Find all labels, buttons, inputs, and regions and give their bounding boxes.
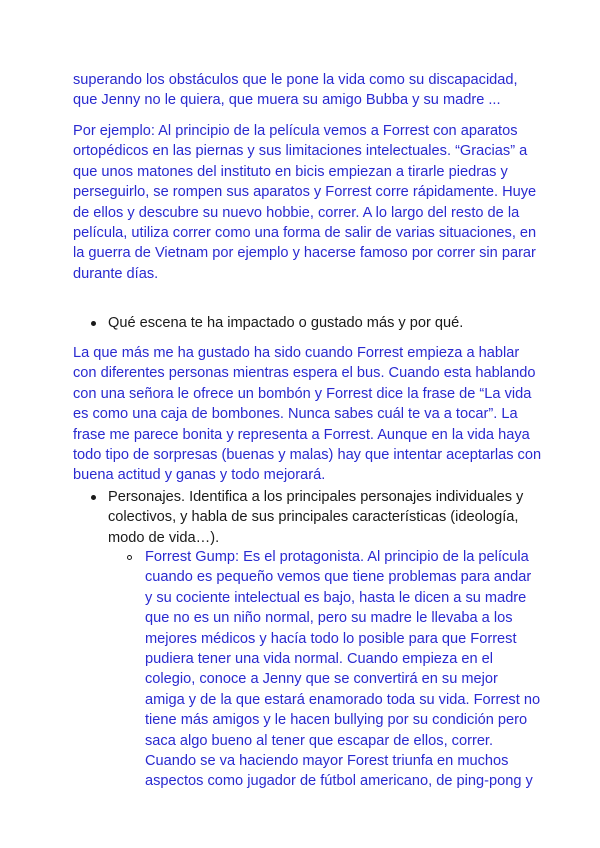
question-scene-text: Qué escena te ha impactado o gustado más y por qué. bbox=[108, 315, 464, 331]
forrest-line: mejores médicos y hacía todo lo posible para que Forrest bbox=[145, 630, 517, 647]
answer-line: es como una caja de bombones. Nunca sabes cuál te va a tocar”. La bbox=[73, 406, 518, 423]
bullet-icon bbox=[91, 321, 96, 326]
circle-bullet-icon bbox=[127, 555, 132, 560]
question-characters-line: modo de vida…). bbox=[108, 529, 220, 546]
forrest-line: aspectos como jugador de fútbol americano, de ping-pong y bbox=[145, 773, 533, 790]
forrest-line: amiga y de la que estará enamorado toda su vida. Forrest no bbox=[145, 691, 541, 708]
example-paragraph bbox=[73, 121, 536, 284]
forrest-line: cuando es pequeño vemos que tiene problemas para andar bbox=[145, 569, 532, 586]
example-line: que unos matones del instituto en bicis empiezan a tirarle piedras y bbox=[73, 163, 508, 180]
example-line: la guerra de Vietnam por ejemplo y hacerse famoso por correr sin parar bbox=[73, 245, 536, 262]
intro-paragraph bbox=[73, 70, 518, 111]
question-scene bbox=[108, 313, 463, 333]
answer-scene-paragraph bbox=[73, 343, 541, 486]
question-characters-line: colectivos, y habla de sus principales características (ideología, bbox=[108, 509, 519, 526]
answer-line: con diferentes personas mientras espera el bus. Cuando esta hablando bbox=[73, 365, 536, 382]
example-line: Por ejemplo: Al principio de la película vemos a Forrest con aparatos bbox=[73, 123, 518, 139]
example-line: perseguirlo, se rompen sus aparatos y Forrest corre rápidamente. Huye bbox=[73, 184, 537, 201]
forrest-paragraph bbox=[145, 547, 540, 792]
intro-line: que Jenny no le quiera, que muera su amigo Bubba y su madre ... bbox=[73, 92, 501, 109]
answer-line: con una señora le ofrece un bombón y Forrest dice la frase de “La vida bbox=[73, 385, 532, 402]
forrest-line: que no es un niño normal, pero su madre le llevaba a los bbox=[145, 610, 513, 627]
forrest-line: pudiera tener una vida normal. Cuando empieza en el bbox=[145, 651, 494, 668]
example-line: ortopédicos en las piernas y sus limitaciones intelectuales. “Gracias” a bbox=[73, 143, 528, 160]
example-line: durante días. bbox=[73, 265, 159, 282]
forrest-label: Forrest Gump: bbox=[145, 549, 244, 565]
bullet-icon bbox=[91, 495, 96, 500]
forrest-line: y su cociente intelectual es bajo, hasta le dicen a su madre bbox=[145, 589, 527, 606]
example-line: de ellos y descubre su nuevo hobbie, correr. A lo largo del resto de la bbox=[73, 204, 520, 221]
question-characters bbox=[108, 487, 523, 548]
answer-line: frase me parece bonita y representa a Forrest. Aunque en la vida haya bbox=[73, 426, 530, 443]
forrest-line: Cuando se va haciendo mayor Forest triunfa en muchos bbox=[145, 753, 509, 770]
question-characters-line: Personajes. Identifica a los principales personajes individuales y bbox=[108, 489, 524, 505]
forrest-line: Es el protagonista. Al principio de la película bbox=[243, 549, 529, 565]
answer-line: La que más me ha gustado ha sido cuando Forrest empieza a hablar bbox=[73, 345, 520, 361]
forrest-line: colegio, conoce a Jenny que se convertirá en su mejor bbox=[145, 671, 498, 688]
answer-line: buena actitud y ganas y todo mejorará. bbox=[73, 467, 326, 484]
intro-line: superando los obstáculos que le pone la vida como su discapacidad, bbox=[73, 72, 518, 88]
forrest-line: tiene más amigos y le hacen bullying por su condición pero bbox=[145, 712, 528, 729]
forrest-line: saca algo bueno al tener que escapar de ellos, correr. bbox=[145, 732, 494, 749]
forrest-first-line bbox=[145, 547, 540, 567]
example-line: película, utiliza correr como una forma de salir de varias situaciones, en bbox=[73, 225, 537, 242]
answer-line: todo tipo de sorpresas (buenas y malas) hay que intentar aceptarlas con bbox=[73, 447, 542, 464]
